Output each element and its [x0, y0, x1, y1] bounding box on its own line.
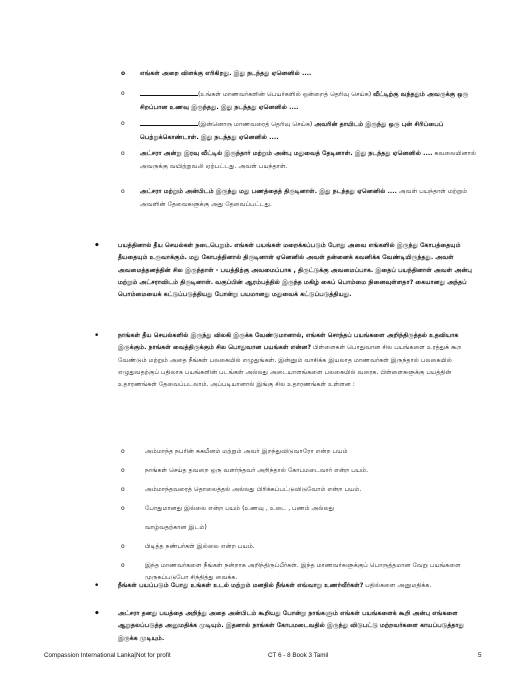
sub-item-text: எங்கள் அறை விளக்கு எரிகிறது. இது நடந்தது ஏனெனில் .... [140, 70, 312, 77]
sub-item-answer: அவள் பயந்தாள் மற்றும் அவளின் தேவைகளுக்கு அது தேவைப்பட்டது. [140, 188, 468, 208]
paragraph-text: பதில்களை அனுமதிக்க. [363, 582, 432, 589]
page-number: 5 [478, 652, 482, 659]
sub-item-text: அவரின் தாயிடம் இருந்து ஒரு புன் சிரிப்பைப் பெற்றுக்கொண்டாள். இது நடந்தது ஏனெனில் .... [140, 121, 444, 141]
circle-bullet-icon: o [121, 150, 125, 157]
sub-item-text: அட்சரா மற்றும் அன்பிடம் இருந்து மது பணத்தைத் திருடினாள். இது நடந்தது ஏனெனில் .... [140, 188, 397, 195]
circle-bullet-icon: o [121, 90, 125, 97]
list-item-text: பிடித்த நண்பர்கள் இல்லை என்ற பயம். [145, 543, 255, 550]
list-item-continuation [145, 522, 475, 541]
list-item-text: அம்மாந்தவரைத் தொலைத்தல் அல்லது பிரிக்கப்பட்டுவிடுவோம் என்ற பயம். [145, 486, 362, 493]
circle-bullet-icon: o [121, 467, 125, 474]
bullet-paragraph [94, 608, 483, 645]
bullet-icon: • [94, 581, 100, 591]
circle-bullet-icon: o [121, 543, 125, 550]
list-item-text: வாழ்வதற்கான இடம்) [145, 524, 207, 531]
list-item [121, 503, 475, 522]
sub-item-text: வீட்டிற்கு வந்ததும் அவருக்கு ஒரு சிறப்பான உணவு இருந்தது. இது நடந்தது ஏனெனில் .... [140, 91, 469, 111]
circle-bullet-icon: o [121, 120, 125, 127]
bullet-paragraph [94, 580, 483, 592]
paragraph-text: அட்சரா தனது பயத்தை அறிந்து அதை அன்பிடம் கூறியது போன்று நாங்களும் எங்கள் பயங்களைக் கூறி அன்பு எங்களை ஆறுதலப்படுத்த அனுமதிக்க முடியும். இதனால் நாங்கள் கோபமடைவதில் இருந்து விடுபட்டு மற்றவர்களை காயப்படுத்தாது இருக்க முடியும். [118, 610, 464, 642]
paragraph-text: பயத்தினால் தீய செயல்கள் நடைபெறும். எங்கள் பயங்கள் மறைக்கப்படும் போது அவை எங்களில் இருந்து கோபத்தையும் தீயதையும் உருவாக்கும். மது கோபத்தினால் திருடினாள் ஏனெனில் அவள் தன்னைக் கவனிக்க வேண்டியிருந்தது. அவள் அவமைத்தனத்தின் சில இருந்தாள் - பயத்திற்கு அவமைப்பாக , திருட்டுக்கு அவமைப்பாக. இதைப் பயந்தினாள் அவள் அன்பு மற்றும் அட்சராவிடம் திருடினாள். வகுப்பின் ஆரம்பத்தில் இருந்த மகிழ் கைப் பொம்மை நினைவுள்ளதா? கையானது அந்தப் பொம்மையைக் கட்டுப்படுத்தியது போன்று பயமானது மதுவைக் கட்டுப்படுத்தியது. [118, 242, 473, 299]
list-item-text: அம்மாந்த நபரின் சுகயீனம் மற்றும் அவர் இறந்துவிடுவாரோ என்ற பயம் [145, 448, 348, 455]
sub-item-instruction: (இன்னொரு மாணவரைத் தெரிவு செய்க) [198, 121, 315, 128]
circle-bullet-icon: o [121, 188, 125, 195]
list-item [121, 484, 475, 503]
circle-bullet-icon: o [121, 448, 125, 455]
fear-examples-list [121, 446, 475, 586]
sub-item-text: அட்சரா அன்று இரவு வீட்டில் இருந்தார் மற்றும் அன்பு மதுவைத் தேடினாள். இது நடந்தது ஏனெனில் .... [140, 150, 433, 157]
fill-in-blank [140, 88, 198, 96]
footer-left: Compassion International Lanka|Not for profit [44, 652, 171, 659]
paragraph-question: நீங்கள் பயப்படும் போது உங்கள் உடல் மற்றும் மனதில் நீங்கள் எவ்வாறு உணர்வீர்கள்? [118, 582, 364, 589]
sub-item-answer: கவலையினால் அவருக்கு வயிற்றுவலி ஏற்பட்டது. அவள் பயந்தாள். [140, 150, 477, 170]
circle-bullet-icon: o [121, 505, 125, 512]
bullet-paragraph [94, 240, 483, 301]
list-item-text: இந்த மாணவர்களை நீங்கள் நன்றாக அறிந்திருப்பீர்கள். இந்த மாணவர்களுக்குப் பொருத்தமான வேறு பயங்களை முருகப்படுபோ சிந்தித்து வைக்க. [145, 562, 461, 581]
list-item [121, 446, 475, 465]
sub-item [121, 68, 480, 81]
sub-item [121, 88, 480, 114]
list-item-text: நாங்கள் செய்த தவறை ஒரு வளர்ந்தவர் அறிந்தால் கோபமடைவார் என்ற பயம். [145, 467, 369, 474]
circle-bullet-icon: o [121, 486, 125, 493]
list-item [121, 465, 475, 484]
fill-in-blank [140, 118, 198, 126]
circle-bullet-icon: o [121, 70, 126, 77]
list-item [121, 541, 475, 560]
sub-item-instruction: (உங்கள் மாணவர்களின் பெயர்களில் ஒன்றைத் தெரிவு செய்க) [198, 91, 374, 98]
paragraph-text: பிள்ளைகள் பொதுவான சில பயங்களை உரத்துக் கூற வேண்டும் மற்றும் அதை நீங்கள் பலகையில் எழுதுங்கள். இன்னும் வாசிக்க இயலாத மாணவர்கள் இருந்தால் பலகையில் எழுதுவதற்குப் பதிலாக பயங்களின் படங்கள் அல்லது அடையாளங்களை பலகையில் வரைக. பிள்ளைகளுக்கு பயத்தின் உதாரணங்கள் தேவைப்படலாம். அப்படியானால் இங்கு சில உதாரணங்கள் உள்ளன : [118, 344, 462, 389]
bullet-icon: • [94, 331, 100, 341]
sub-item [121, 118, 480, 144]
list-item-text: போதுமானது இல்லை என்ற பயம் (உணவு , உடை , பணம் அல்லது [145, 505, 335, 512]
sub-item [121, 186, 480, 211]
bullet-icon: • [94, 241, 100, 251]
bullet-paragraph [94, 330, 483, 391]
sub-item [121, 148, 480, 173]
footer-center: CT 6 - 8 Book 3 Tamil [268, 652, 329, 659]
paragraph-question: நாங்கள் தீய செயல்களில் இருந்து விலகி இருக்க வேண்டுமானால், எங்கள் சொந்தப் பயங்களை அறிந்திருத்தல் உதவியாக இருக்கும். நாங்கள் வைத்திருக்கும் சில பொதுவான பயங்கள் என்ன? [118, 332, 459, 352]
circle-bullet-icon: o [121, 562, 125, 569]
bullet-icon: • [94, 609, 100, 619]
